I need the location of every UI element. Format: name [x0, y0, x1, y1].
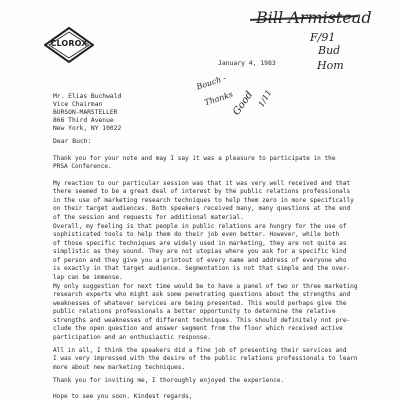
paragraph-line: simplistic as they sound. They are not utopias where you ask for a specific kind	[53, 248, 347, 256]
paragraph-line: research experts who might ask some penetrating questions about the strengths and	[53, 291, 351, 299]
paragraph-line: of those specific techniques are widely used in marketing, they are not quite as	[53, 239, 347, 247]
paragraph-line: Thank you for inviting me, I thoroughly enjoyed the experience.	[53, 377, 285, 384]
handwritten-note-line: Hom	[317, 59, 344, 72]
paragraph-line: Thank you for your note and may I say it was a pleasure to participate in the	[53, 155, 336, 162]
body-paragraph	[53, 180, 373, 222]
body-paragraph	[53, 223, 373, 282]
paragraph-line: I was very impressed with the desire of the public relations professionals to learn	[53, 355, 358, 363]
logo-text: CLOROX	[50, 39, 88, 48]
recipient-company: BURSON-MARSTELLER	[53, 109, 118, 116]
handwritten-margin-note: 1/11	[256, 88, 274, 109]
paragraph-line: more about new marketing techniques.	[53, 363, 186, 371]
recipient-name: Mr. Elias Buchwald	[53, 93, 122, 100]
paragraph-line: My only suggestion for next time would be to have a panel of two or three marketing	[53, 283, 358, 290]
paragraph-line: lap can be immense.	[53, 273, 123, 281]
paragraph-line: on their target audiences. Both speakers received many, many questions at the end	[53, 205, 351, 213]
paragraph-line: of person and they give you a printout of every name and address of everyone who	[53, 256, 347, 264]
paragraph-line: Hope to see you soon. Kindest regards,	[53, 393, 193, 400]
paragraph-line: sophisticated tools to help them do their job even better. However, while both	[53, 231, 340, 239]
clorox-logo	[44, 27, 94, 63]
recipient-city: New York, NY 10022	[53, 125, 122, 132]
recipient-street: 866 Third Avenue	[53, 117, 114, 124]
body-paragraph	[53, 283, 373, 342]
paragraph-line: weaknesses of whatever services are being presented. This would perhaps give the	[53, 299, 347, 307]
recipient-title: Vice Chairman	[53, 101, 103, 108]
paragraph-line: All in all, I think the speakers did a fine job of presenting their services and	[53, 347, 347, 354]
paragraph-line: public relations professionals a better opportunity to determine the relative	[53, 308, 336, 316]
handwritten-note-line: F/91	[310, 31, 336, 44]
letter-date: January 4, 1983	[218, 59, 276, 67]
paragraph-line: clude the open question and answer segment from the floor which received active	[53, 325, 343, 333]
handwritten-margin-note: Bouch -	[195, 73, 228, 92]
handwritten-margin-note: Good	[231, 89, 256, 118]
paragraph-line: Overall, my feeling is that people in public relations are hungry for the use of	[53, 223, 347, 230]
handwritten-margin-note: Thanks	[203, 89, 235, 108]
paragraph-line: PRSA Conference.	[53, 163, 112, 171]
paragraph-line: participation and an enthusiastic response.	[53, 333, 211, 341]
paragraph-line: is exactly in that target audience. Segmentation is not that simple and the over-	[53, 265, 351, 273]
paragraph-line: in the use of marketing research techniques to help them zero in more specifically	[53, 196, 354, 204]
paragraph-line: of the session and requests for additional material.	[53, 213, 244, 221]
body-paragraph	[53, 155, 373, 172]
salutation: Dear Buch:	[53, 137, 92, 145]
handwritten-note-line: Bud	[318, 44, 341, 57]
handwritten-signature: Bill Armistead	[256, 8, 372, 27]
paragraph-line: there seemed to be a great deal of interest by the public relations professionals	[53, 188, 351, 196]
body-paragraph	[53, 347, 373, 372]
body-paragraph	[53, 377, 373, 385]
paragraph-line: My reaction to our particular session was that it was very well received and that	[53, 180, 351, 187]
paragraph-line: strengths and weaknesses of different techniques. This should definitely not pre-	[53, 316, 351, 324]
